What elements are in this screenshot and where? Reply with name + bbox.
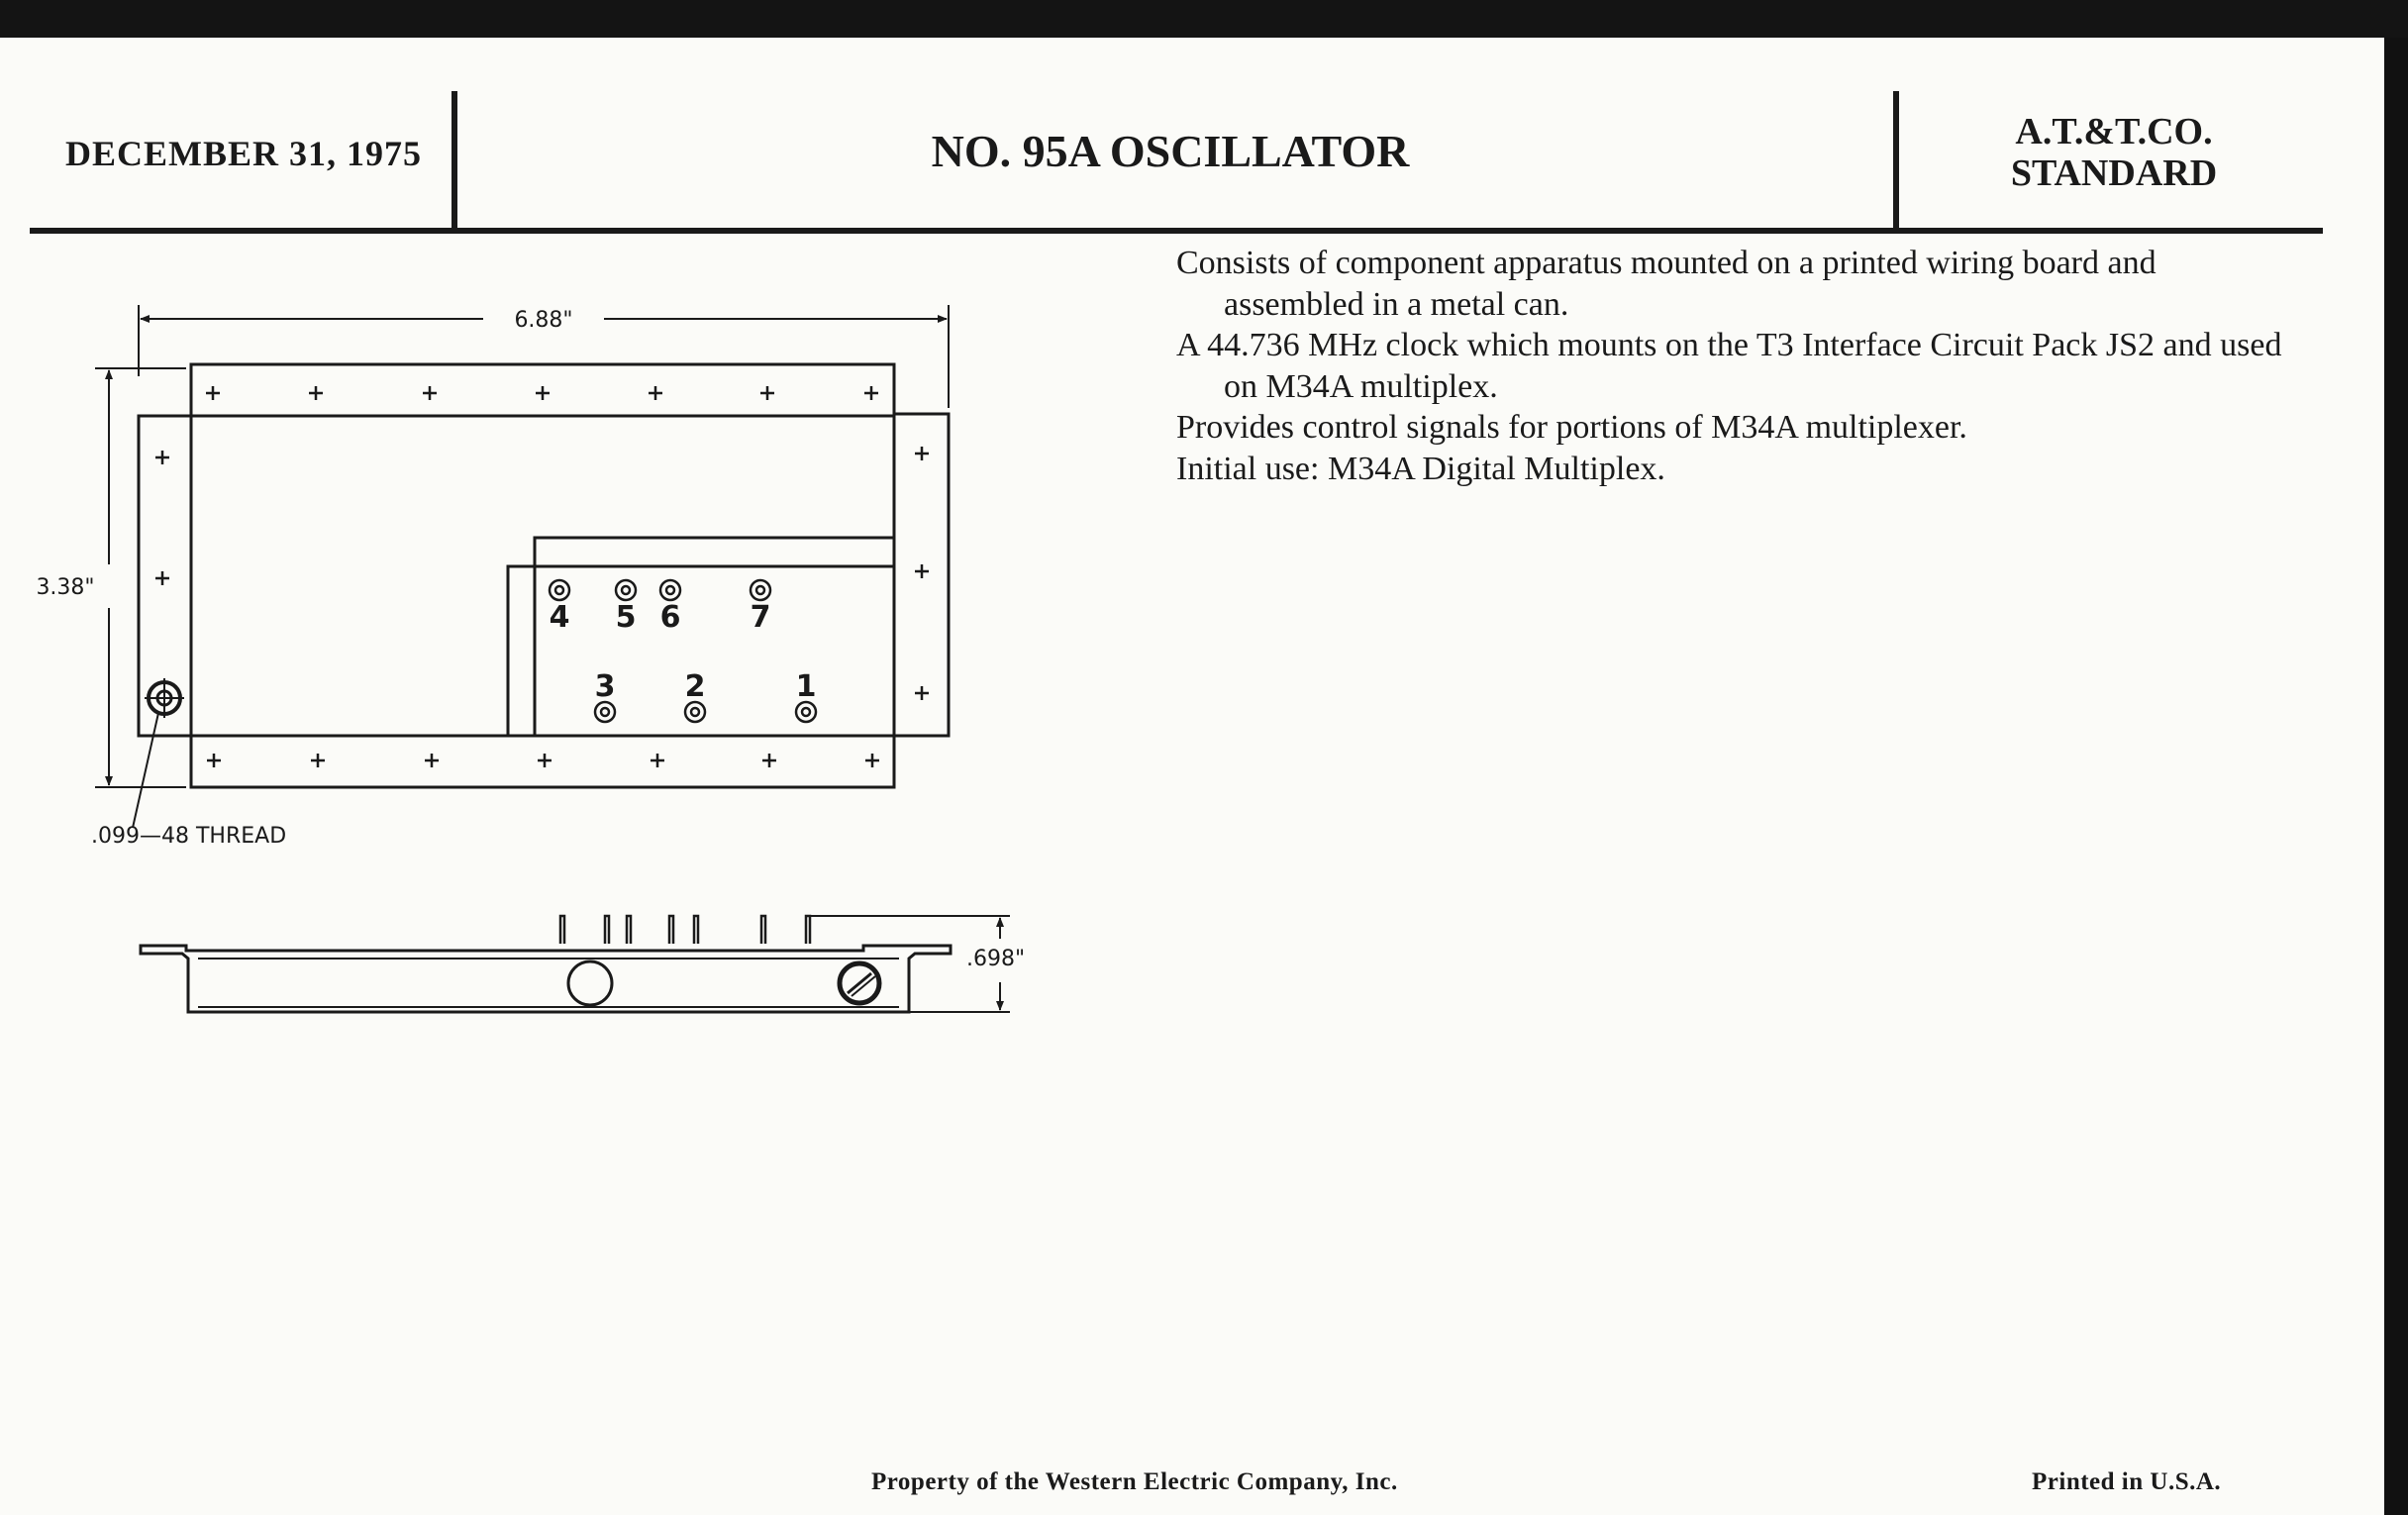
pin-label: 6 — [659, 600, 681, 635]
header-divider-right — [1893, 91, 1899, 228]
pin-label: 2 — [684, 669, 706, 704]
standard-line-1: A.T.&T.CO. — [2015, 111, 2213, 152]
width-dimension-label: 6.88" — [514, 308, 573, 333]
pin-label: 4 — [549, 600, 570, 635]
oscillator-drawing — [0, 0, 1089, 1050]
description — [1176, 243, 2295, 489]
footer-property: Property of the Western Electric Company, Inc. — [871, 1468, 1398, 1495]
description-line-1: Consists of component apparatus mounted on a printed wiring board and assembled in a metal can. — [1176, 245, 2157, 323]
pin-label: 7 — [750, 600, 771, 635]
pin-label: 5 — [615, 600, 637, 635]
standard-line-2: STANDARD — [2010, 152, 2218, 194]
description-line-3: Provides control signals for portions of M34A multiplexer. — [1176, 409, 1967, 446]
description-line-2: A 44.736 MHz clock which mounts on the T3 Interface Circuit Pack JS2 and used on M34A multiplex. — [1176, 327, 2282, 405]
pin-terminals — [550, 580, 816, 722]
footer-printed: Printed in U.S.A. — [2032, 1468, 2222, 1495]
depth-dimension-label: .698" — [966, 947, 1026, 971]
scan-edge — [2384, 38, 2408, 1515]
header-date: DECEMBER 31, 1975 — [65, 134, 423, 173]
description-line-4: Initial use: M34A Digital Multiplex. — [1176, 450, 1665, 487]
page-title: NO. 95A OSCILLATOR — [931, 126, 1410, 176]
header-standard — [1990, 111, 2238, 194]
pin-label: 1 — [795, 669, 817, 704]
thread-label: .099—48 THREAD — [91, 824, 287, 849]
side-view — [141, 916, 1010, 1012]
top-view — [95, 305, 949, 828]
pin-label: 3 — [594, 669, 616, 704]
height-dimension-label: 3.38" — [36, 575, 95, 600]
mounting-crosses — [155, 386, 929, 767]
